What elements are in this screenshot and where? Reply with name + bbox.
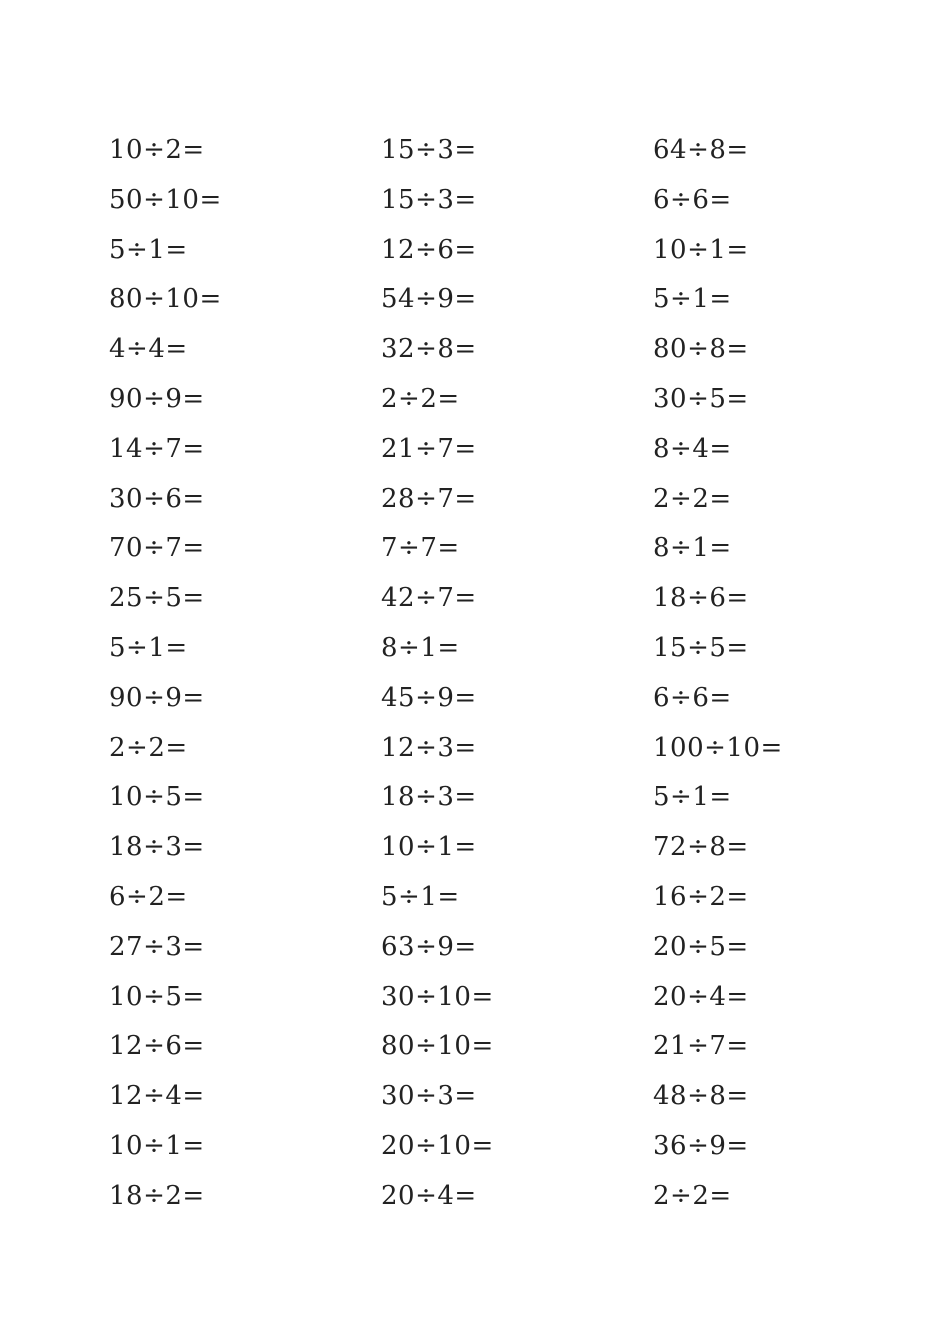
division-problem: 18÷2=: [109, 1180, 205, 1211]
division-problem: 10÷2=: [109, 135, 205, 165]
division-problem: 5÷1=: [653, 782, 732, 813]
division-problem: 50÷10=: [109, 184, 222, 215]
division-problem: 48÷8=: [653, 1081, 749, 1112]
division-problem: 21÷7=: [381, 433, 477, 464]
problem-row: [109, 676, 869, 726]
division-problem: 10÷1=: [381, 832, 477, 863]
division-problem: 14÷7=: [109, 433, 205, 464]
division-problem: 2÷2=: [381, 383, 460, 414]
problem-row: [109, 477, 869, 527]
division-problem: 2÷2=: [653, 1180, 732, 1211]
division-problem: 30÷5=: [653, 383, 749, 414]
problem-row: [109, 327, 869, 377]
division-problem: 18÷3=: [109, 832, 205, 863]
division-problem: 20÷5=: [653, 931, 749, 962]
division-problem: 63÷9=: [381, 931, 477, 962]
division-problem: 90÷9=: [109, 383, 205, 414]
division-problem: 27÷3=: [109, 931, 205, 962]
problem-row: [109, 626, 869, 676]
division-problem: 12÷4=: [109, 1081, 205, 1112]
division-problem: 8÷4=: [653, 433, 732, 464]
division-problem: 12÷3=: [381, 732, 477, 763]
division-problem: 100÷10=: [653, 732, 783, 763]
problem-row: [109, 925, 869, 975]
division-problem: 45÷9=: [381, 682, 477, 713]
division-problem: 54÷9=: [381, 284, 477, 315]
problem-row: [109, 1124, 869, 1174]
division-problem: 10÷5=: [109, 782, 205, 813]
problem-row: [109, 875, 869, 925]
division-problem: 12÷6=: [381, 234, 477, 265]
division-problem: 8÷1=: [381, 632, 460, 663]
division-problem: 30÷3=: [381, 1081, 477, 1112]
division-problem: 30÷6=: [109, 483, 205, 514]
problem-row: [109, 228, 869, 278]
division-problem: 6÷6=: [653, 682, 732, 713]
division-problem: 4÷4=: [109, 334, 188, 365]
problem-row: [109, 975, 869, 1025]
division-problem: 80÷10=: [381, 1031, 494, 1062]
division-problem: 5÷1=: [653, 284, 732, 315]
division-problem: 64÷8=: [653, 135, 749, 165]
division-problem: 28÷7=: [381, 483, 477, 514]
division-problem: 25÷5=: [109, 583, 205, 614]
problem-row: [109, 377, 869, 427]
problem-row: [109, 427, 869, 477]
problem-row: [109, 726, 869, 776]
division-problem: 10÷5=: [109, 981, 205, 1012]
division-problem: 30÷10=: [381, 981, 494, 1012]
division-problem: 6÷6=: [653, 184, 732, 215]
division-problem: 15÷3=: [381, 135, 477, 165]
division-problem: 20÷4=: [653, 981, 749, 1012]
problem-row: [109, 775, 869, 825]
division-problem: 20÷10=: [381, 1130, 494, 1161]
division-problem: 70÷7=: [109, 533, 205, 564]
division-problem: 8÷1=: [653, 533, 732, 564]
division-problem: 12÷6=: [109, 1031, 205, 1062]
division-problem: 6÷2=: [109, 881, 188, 912]
division-problem: 15÷5=: [653, 632, 749, 663]
division-problem: 10÷1=: [109, 1130, 205, 1161]
division-problem: 7÷7=: [381, 533, 460, 564]
division-problem: 5÷1=: [109, 234, 188, 265]
division-problem: 72÷8=: [653, 832, 749, 863]
division-problem: 36÷9=: [653, 1130, 749, 1161]
division-problem: 5÷1=: [381, 881, 460, 912]
problem-row: [109, 1024, 869, 1074]
division-problem: 10÷1=: [653, 234, 749, 265]
division-problem: 80÷10=: [109, 284, 222, 315]
division-problem: 32÷8=: [381, 334, 477, 365]
division-problem: 20÷4=: [381, 1180, 477, 1211]
division-problem: 15÷3=: [381, 184, 477, 215]
division-problem: 18÷6=: [653, 583, 749, 614]
division-problem: 2÷2=: [109, 732, 188, 763]
division-problem: 18÷3=: [381, 782, 477, 813]
problem-row: [109, 576, 869, 626]
division-problem: 42÷7=: [381, 583, 477, 614]
division-problem: 90÷9=: [109, 682, 205, 713]
problem-row: [109, 526, 869, 576]
problem-row: [109, 825, 869, 875]
problem-row: [109, 1074, 869, 1124]
division-problem: 21÷7=: [653, 1031, 749, 1062]
division-problem: 2÷2=: [653, 483, 732, 514]
division-worksheet: [109, 128, 869, 1224]
problem-row: [109, 128, 869, 178]
problem-row: [109, 178, 869, 228]
division-problem: 16÷2=: [653, 881, 749, 912]
problem-row: [109, 277, 869, 327]
division-problem: 5÷1=: [109, 632, 188, 663]
problem-row: [109, 1174, 869, 1224]
division-problem: 80÷8=: [653, 334, 749, 365]
